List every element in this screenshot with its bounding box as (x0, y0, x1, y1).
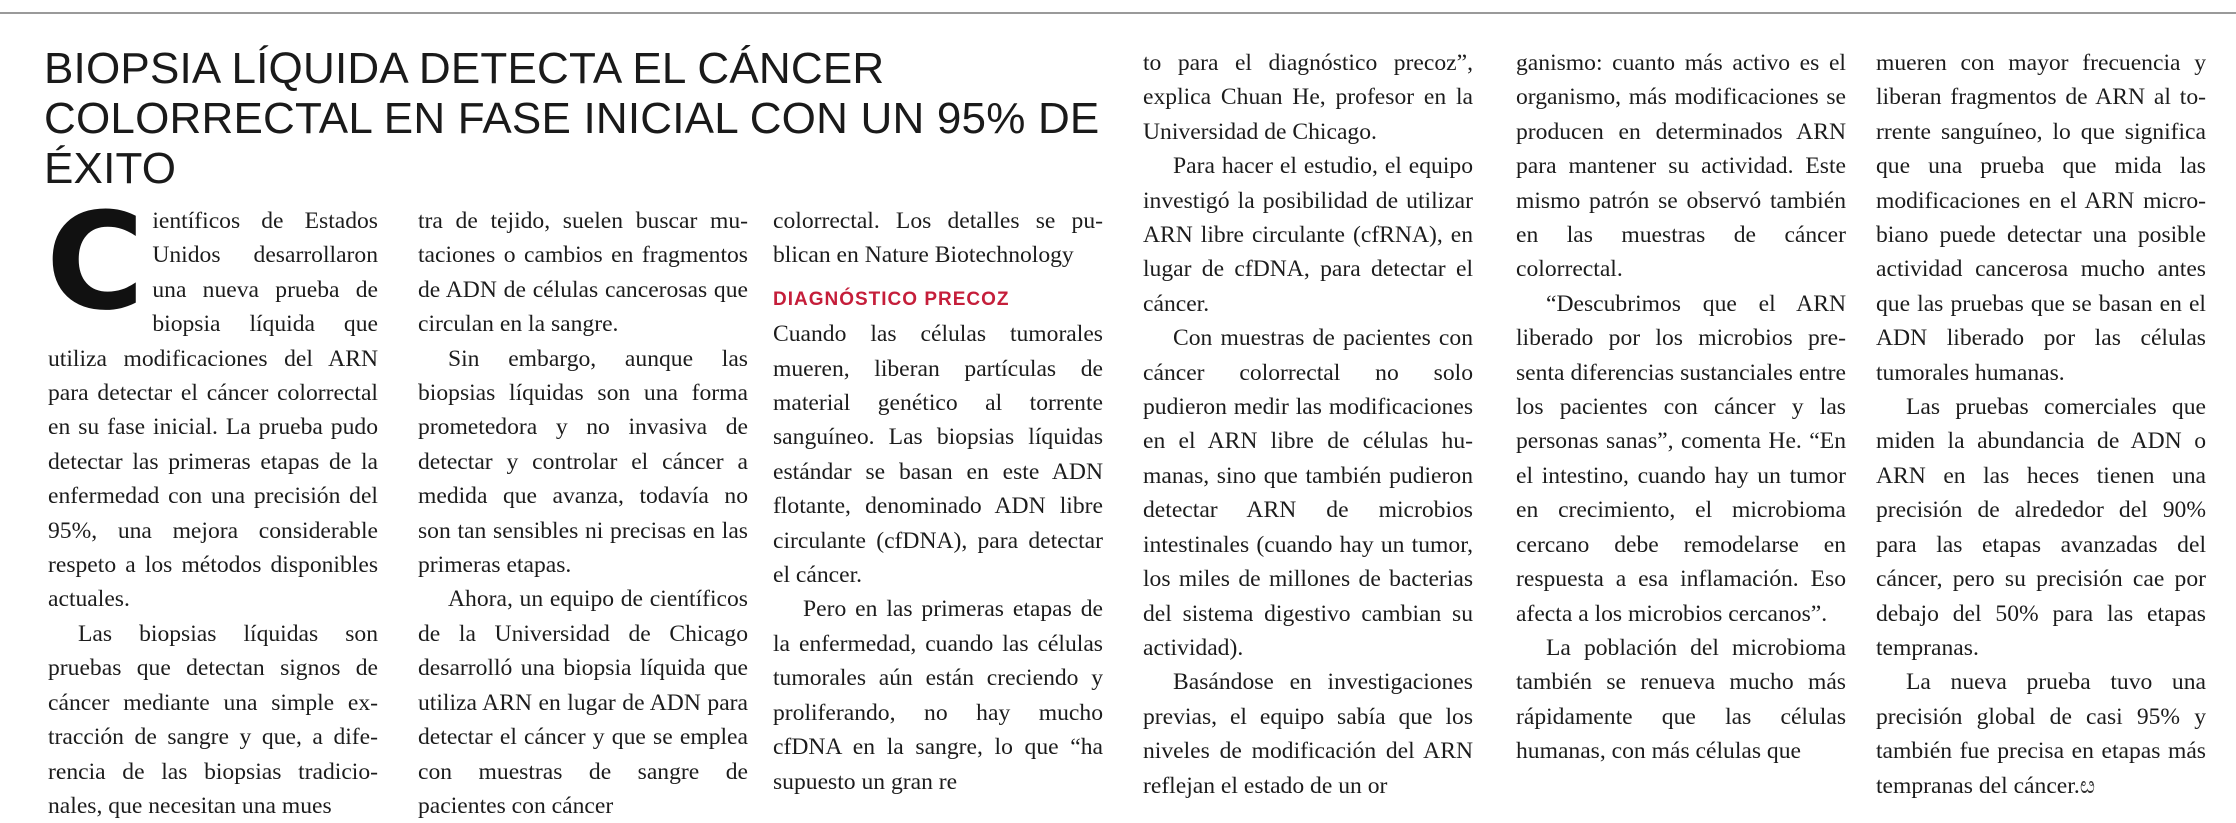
paragraph: Las pruebas comerciales que miden la abundancia de ADN o ARN en las heces tienen una precisión de alrededor del 90% para las etapas avanzadas del cáncer, pero su precisión cae por debajo del 50% para las etapas tempranas. (1876, 394, 2206, 661)
dropcap: C (46, 184, 145, 340)
paragraph: Las biopsias líquidas son pruebas que detectan signos de cáncer mediante una simple extracción de sangre y que, a diferencia de las biopsias tradicionales, que necesitan una mues (48, 620, 378, 819)
paragraph: Con muestras de pacientes con cáncer colorrectal no solo pudieron medir las modificaciones en el ARN libre de células humanas, sino que también pudieron detectar ARN de microbios intestinales (cuando hay un tumor, los miles de millones de bacterias del sistema digestivo cambian su actividad). (1143, 325, 1473, 661)
paragraph (1876, 665, 2206, 803)
article-headline: BIOPSIA LÍQUIDA DETECTA EL CÁNCER COLORRECTAL EN FASE INICIAL CON UN 95% DE ÉXITO (44, 44, 1100, 193)
end-of-article-icon: ೞ (2079, 772, 2096, 799)
paragraph: La población del microbioma también se renueva mucho más rápidamente que las células humanas, con más células que (1516, 634, 1846, 765)
paragraph: Cuando las células tumorales mueren, liberan partículas de material genético al torrente sanguíneo. Las biopsias líquidas estándar se basan en este ADN flotante, denominado ADN libre circulante (cfDNA), para detectar el cáncer. (773, 321, 1103, 589)
paragraph-text: ientíficos de Estados Unidos desarrollaron una nueva prueba de biopsia líquida que utiliza modificaciones del ARN para detectar el cáncer colorrectal en su fase inicial. La prueba pudo detectar las primeras etapas de la enfermedad con una precisión del 95%, una mejora considerable respeto a los métodos disponibles actuales. (48, 208, 378, 613)
paragraph-text: La nueva prueba tuvo una precisión global de casi 95% y también fue precisa en etapas más tempranas del cáncer. (1876, 669, 2206, 799)
paragraph: mueren con mayor frecuencia y liberan fragmentos de ARN al torrente sanguíneo, lo que significa que una prueba que mida las modificaciones en el ARN microbiano puede detectar una posible actividad cancerosa mucho antes que las pruebas que se basan en el ADN liberado por las células tumorales humanas. (1876, 50, 2206, 386)
article-column-2 (418, 204, 748, 823)
article-column-6 (1876, 46, 2206, 803)
section-subhead: DIAGNÓSTICO PRECOZ (773, 288, 1010, 310)
paragraph: ganismo: cuanto más activo es el organismo, más modificaciones se producen en determinados ARN para mantener su actividad. Este mismo patrón se observó también en las muestras de cáncer colorrectal. (1516, 50, 1846, 283)
paragraph: “Descubrimos que el ARN liberado por los microbios presenta diferencias sustanciales entre los pacientes con cáncer y las personas sanas”, comenta He. “En el intestino, cuando hay un tumor en crecimiento, el microbioma cercano debe remodelarse en respuesta a esa inflamación. Eso afecta a los microbios cercanos”. (1516, 290, 1846, 627)
top-rule (0, 12, 2236, 14)
article-column-3 (773, 204, 1103, 799)
paragraph: Para hacer el estudio, el equipo investigó la posibilidad de utilizar ARN libre circulante (cfRNA), en lugar de cfDNA, para detectar el cáncer. (1143, 153, 1473, 317)
paragraph: tra de tejido, suelen buscar mutaciones o cambios en fragmentos de ADN de células cancerosas que circulan en la sangre. (418, 208, 748, 338)
paragraph: Ahora, un equipo de científicos de la Universidad de Chicago desarrolló una biopsia líquida que utiliza ARN en lugar de ADN para detectar el cáncer y que se emplea con muestras de sangre de pacientes con cáncer (418, 586, 748, 819)
paragraph: Basándose en investigaciones previas, el equipo sabía que los niveles de modificación del ARN reflejan el estado de un or (1143, 669, 1473, 799)
paragraph: Sin embargo, aunque las biopsias líquidas son una forma prometedora y no invasiva de detectar y controlar el cáncer a medida que avanza, todavía no son tan sensibles ni precisas en las primeras etapas. (418, 345, 748, 579)
paragraph: Pero en las primeras etapas de la enfermedad, cuando las células tumorales aún están creciendo y proliferando, no hay mucho cfDNA en la sangre, lo que “ha supuesto un gran re (773, 596, 1103, 795)
paragraph (46, 184, 378, 617)
article-column-4 (1143, 46, 1473, 803)
article-column-1 (46, 184, 378, 823)
paragraph: colorrectal. Los detalles se publican en Nature Biotechnology (773, 208, 1103, 269)
paragraph: to para el diagnóstico precoz”, explica Chuan He, profesor en la Universidad de Chicago. (1143, 50, 1473, 145)
article-column-5 (1516, 46, 1846, 769)
